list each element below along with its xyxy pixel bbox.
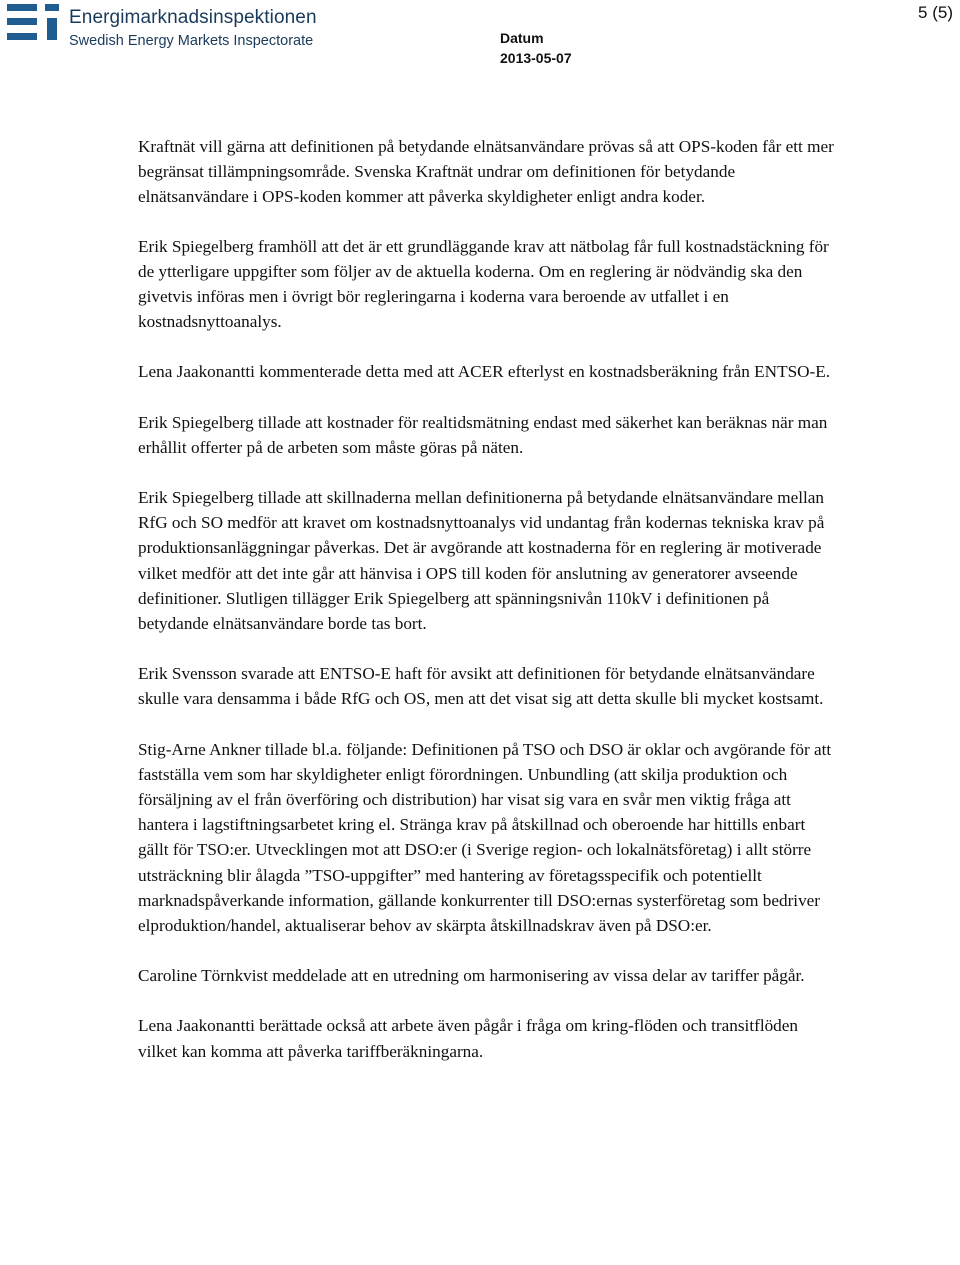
date-label: Datum <box>500 30 544 46</box>
paragraph: Kraftnät vill gärna att definitionen på betydande elnätsanvändare prövas så att OPS-koden får ett mer begränsat tillämpningsområde. Svenska Kraftnät undrar om definitionen för betydande elnätsanvändare i OPS-koden kommer att påverka skyldigheter enligt andra koder. <box>138 137 834 207</box>
document-body <box>138 134 838 1089</box>
paragraph: Lena Jaakonantti kommenterade detta med att ACER efterlyst en kostnadsberäkning från ENTSO-E. <box>138 362 831 382</box>
paragraph: Erik Spiegelberg tillade att skillnaderna mellan definitionerna på betydande elnätsanvändare mellan RfG och SO medför att kravet om kostnadsnyttoanalys vid undantag från kodernas tekniska krav på produktionsanläggningar påverkas. Det är avgörande att kostnaderna för en reglering är motiverade vilket medför att det inte går att hänvisa i OPS till koden för anslutning av generatorer avseende definitioner. Slutligen tillägger Erik Spiegelberg att spänningsnivån 110kV i definitionen på betydande elnätsanvändare borde tas bort. <box>138 488 825 634</box>
date-value: 2013-05-07 <box>500 50 572 66</box>
ei-logo-icon <box>7 0 61 48</box>
paragraph: Erik Svensson svarade att ENTSO-E haft för avsikt att definitionen för betydande elnätsanvändare skulle vara densamma i både RfG och OS, men att det visat sig att detta skulle bli mycket kostsamt. <box>138 664 824 709</box>
paragraph: Stig-Arne Ankner tillade bl.a. följande: Definitionen på TSO och DSO är oklar och avgörande för att fastställa vem som har skyldigheter enligt förordningen. Unbundling (att skilja produktion och försäljning av el från överföring och distribution) har visat sig vara en svår men viktig fråga att hantera i lagstiftningsarbetet kring el. Stränga krav på åtskillnad och oberoende har hittills enbart gällt för TSO:er. Utvecklingen mot att DSO:er (i Sverige region- och lokalnätsföretag) i allt större utsträckning blir ålagda ”TSO-uppgifter” med hantering av företagsspecifik och potentiellt marknadspåverkande information, gällande konkurrenter till DSO:ernas systerföretag som bedriver elproduktion/handel, aktualiserar behov av skärpta åtskillnadskrav även på DSO:er. <box>138 739 832 936</box>
paragraph: Erik Spiegelberg tillade att kostnader för realtidsmätning endast med säkerhet kan beräknas när man erhållit offerter på de arbeten som måste göras på näten. <box>138 412 828 457</box>
paragraph: Caroline Törnkvist meddelade att en utredning om harmonisering av vissa delar av tariffer pågår. <box>138 966 805 986</box>
organization-name-english: Swedish Energy Markets Inspectorate <box>69 33 314 49</box>
paragraph: Lena Jaakonantti berättade också att arbete även pågår i fråga om kring-flöden och transitflöden vilket kan komma att påverka tariffberäkningarna. <box>138 1016 798 1061</box>
paragraph: Erik Spiegelberg framhöll att det är ett grundläggande krav att nätbolag får full kostnadstäckning för de ytterligare uppgifter som följer av de aktuella koderna. Om en reglering är nödvändig ska den givetvis införas men i övrigt bör regleringarna i koderna vara beroende av utfallet i en kostnadsnyttoanalys. <box>138 236 829 332</box>
organization-name: Energimarknadsinspektionen <box>69 7 317 28</box>
page-number: 5 (5) <box>918 3 953 22</box>
